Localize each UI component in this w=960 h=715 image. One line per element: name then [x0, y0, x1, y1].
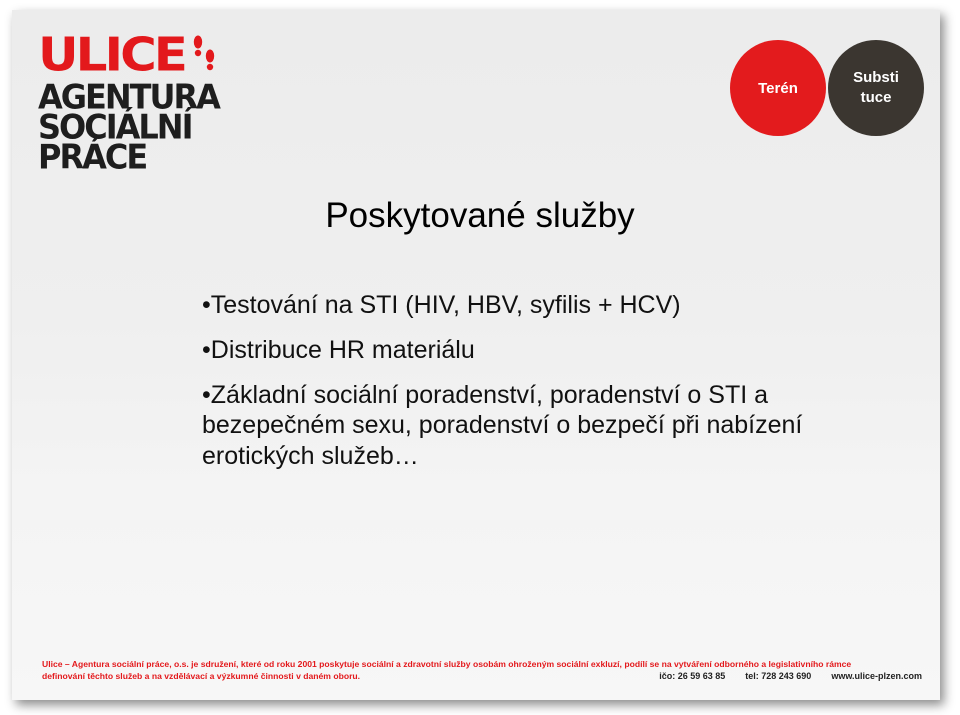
bullet-item	[202, 290, 822, 321]
bullet-item	[202, 335, 822, 366]
slide	[12, 10, 940, 700]
bullet-list	[202, 290, 822, 486]
logo-agentura-text: AGENTURA	[38, 76, 219, 117]
footer-ico: ičo: 26 59 63 85	[659, 671, 726, 682]
substituce-label-line1: Substi	[853, 68, 899, 86]
footer-description-line2: definování těchto služeb a na vzdělávací a výzkumné činnosti v daném oboru.	[42, 671, 361, 682]
footer-web-link[interactable]: www.ulice-plzen.com	[831, 671, 922, 682]
footer-contacts	[659, 670, 922, 683]
bullet-text: Distribuce HR materiálu	[210, 335, 475, 364]
substituce-circle	[828, 40, 924, 136]
ulice-logo	[38, 28, 268, 177]
bullet-dot: •	[202, 380, 211, 409]
teren-circle	[730, 40, 826, 136]
bullet-item	[202, 380, 822, 472]
bullet-dot: •	[202, 291, 211, 319]
bullet-text: Testování na STI (HIV, HBV, syfilis + HCV)	[210, 291, 681, 319]
footer-description-line1: Ulice – Agentura sociální práce, o.s. je sdružení, které od roku 2001 poskytuje sociální a zdravotní služby osobám ohroženým sociální exkluzí, podílí se na vytváření odborného a legislativního rámce	[42, 659, 852, 669]
slide-title: Poskytované služby	[325, 196, 635, 235]
logo-prace-text: PRÁCE	[38, 136, 147, 177]
footer-tel: tel: 728 243 690	[745, 671, 812, 682]
footer	[42, 658, 922, 684]
logo-ulice-text: ULICE	[38, 28, 185, 82]
teren-label: Terén	[758, 79, 798, 97]
substituce-label-line2: tuce	[860, 89, 892, 106]
logo-socialni-text: SOCIÁLNÍ	[38, 106, 192, 147]
footprints-icon	[191, 34, 217, 80]
bullet-text: Základní sociální poradenství, poradenství o STI a bezepečném sexu, poradenství o bezpečí při nabízení erotických služeb…	[202, 380, 803, 470]
bullet-dot: •	[202, 335, 211, 364]
